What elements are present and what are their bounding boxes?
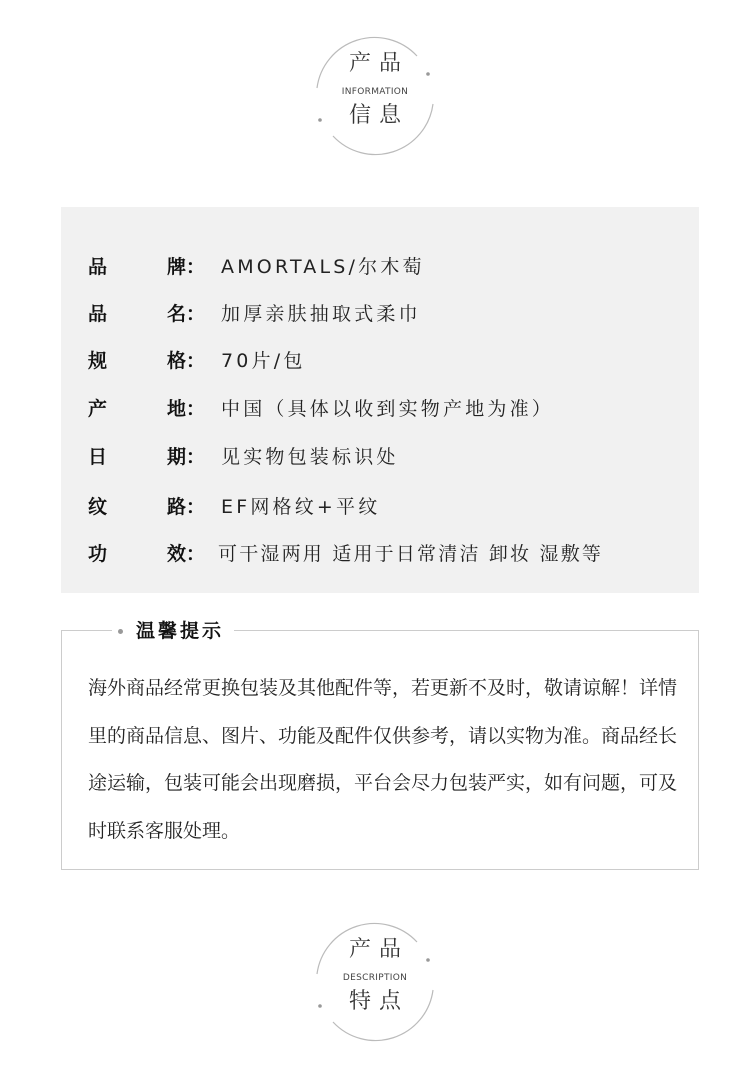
bullet-dot-icon bbox=[118, 629, 123, 634]
info-label-second-char: 地： bbox=[167, 398, 206, 420]
info-value-brand: AMORTALS/尔木萄 bbox=[221, 256, 425, 278]
info-label-first-char: 产 bbox=[88, 398, 108, 420]
info-label-first-char: 功 bbox=[88, 543, 108, 565]
badge-subtitle: INFORMATION bbox=[341, 87, 409, 97]
info-label-first-char: 日 bbox=[88, 446, 108, 468]
info-value-origin: 中国（具体以收到实物产地为准） bbox=[221, 398, 555, 420]
info-label-second-char: 格： bbox=[167, 350, 206, 372]
info-row-brand bbox=[61, 252, 699, 282]
info-value-spec: 70片/包 bbox=[221, 350, 306, 372]
section-badge-information bbox=[309, 30, 441, 162]
info-value-texture: EF网格纹+平纹 bbox=[221, 496, 381, 518]
info-value-effect: 可干湿两用 适用于日常清洁 卸妆 湿敷等 bbox=[218, 543, 604, 565]
info-row-spec bbox=[61, 346, 699, 376]
info-label-second-char: 效： bbox=[167, 543, 206, 565]
badge-subtitle: DESCRIPTION bbox=[342, 973, 408, 983]
info-label-second-char: 期： bbox=[167, 446, 206, 468]
info-row-origin bbox=[61, 394, 699, 424]
badge-title-bottom: 信息 bbox=[348, 103, 409, 128]
info-label-second-char: 牌： bbox=[167, 256, 206, 278]
info-row-name bbox=[61, 299, 699, 329]
info-label-first-char: 品 bbox=[88, 303, 108, 325]
info-value-name: 加厚亲肤抽取式柔巾 bbox=[221, 303, 421, 325]
product-info-panel bbox=[61, 207, 699, 593]
info-row-date bbox=[61, 442, 699, 472]
info-label-first-char: 品 bbox=[88, 256, 108, 278]
tips-box bbox=[61, 620, 699, 870]
section-badge-description bbox=[309, 916, 441, 1048]
tips-body-text: 海外商品经常更换包装及其他配件等，若更新不及时，敬请谅解！详情里的商品信息、图片、功能及配件仅供参考，请以实物为准。商品经长途运输，包装可能会出现磨损，平台会尽力包装严实，如有问题，可及时联系客服处理。 bbox=[88, 677, 678, 842]
tips-title-wrap bbox=[112, 616, 234, 646]
info-row-texture bbox=[61, 492, 699, 522]
info-value-date: 见实物包装标识处 bbox=[221, 446, 399, 468]
info-label-first-char: 纹 bbox=[88, 496, 108, 518]
info-label-first-char: 规 bbox=[88, 350, 108, 372]
badge-title-bottom: 特点 bbox=[348, 989, 409, 1014]
tips-title: 温馨提示 bbox=[136, 620, 225, 642]
info-label-second-char: 路： bbox=[167, 496, 206, 518]
info-label-second-char: 名： bbox=[167, 303, 206, 325]
info-row-effect bbox=[61, 539, 699, 569]
badge-title-top: 产品 bbox=[348, 51, 409, 76]
badge-title-top: 产品 bbox=[348, 937, 409, 962]
